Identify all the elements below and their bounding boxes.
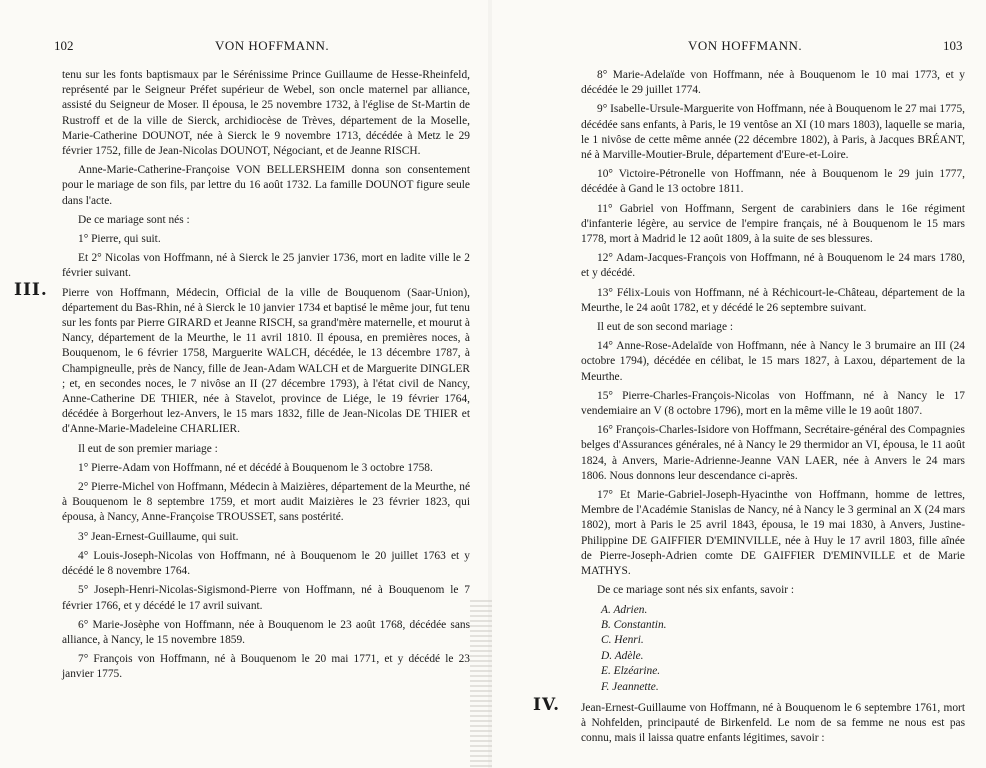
paragraph: Il eut de son second mariage : <box>597 321 734 334</box>
paragraph: 8° Marie-Adelaïde von Hoffmann, née à Bouquenom le 10 mai 1773, et y décédée le 29 juillet 1774. <box>581 69 965 97</box>
paragraph: Jean-Ernest-Guillaume von Hoffmann, né à Bouquenom le 6 septembre 1761, mort à Nohfelden, principauté de Birkenfeld. Le nom de sa femme ne nous est pas connu, mais il laissa quatre enfants légitimes, savoir : <box>581 701 965 745</box>
paragraph: 6° Marie-Josèphe von Hoffmann, née à Bouquenom le 23 août 1768, décédée sans alliance, à Nancy, le 15 novembre 1859. <box>62 618 470 646</box>
gutter-shadow <box>470 600 492 768</box>
paragraph: 11° Gabriel von Hoffmann, Sergent de carabiniers dans le 16e régiment d'infanterie légère, au service de l'empire français, né à Bouquenom le 15 mars 1778, mort à Madrid le 12 août 1809, à la suite de ses blessures. <box>581 202 965 246</box>
paragraph: 3° Jean-Ernest-Guillaume, qui suit. <box>78 530 239 543</box>
paragraph: 12° Adam-Jacques-François von Hoffmann, né à Bouquenom le 24 mars 1780, et y décédé. <box>581 252 965 280</box>
paragraph: 16° François-Charles-Isidore von Hoffmann, Secrétaire-général des Compagnies belges d'Assurances générales, né à Nancy le 29 thermidor an VI, épousa, le 11 août 1824, à Anvers, Marie-Adrienne-Jeanne VAN LAER, née à Anvers le 24 mars 1806. Nous donnons leur descendance ci-après. <box>581 424 965 482</box>
paragraph: 17° Et Marie-Gabriel-Joseph-Hyacinthe von Hoffmann, homme de lettres, Membre de l'Académie Stanislas de Nancy, né à Nancy le 3 germinal an X (24 mars 1802), mort à Paris le 25 avril 1843, épousa, le 19 mai 1830, à Anvers, Justine-Philippine DE GAIFFIER D'EMINVILLE, née à Huy le 17 avril 1803, fille aînée de Pierre-Joseph-Adrien comte DE GAIFFIER D'EMINVILLE et de Marie MATHYS. <box>581 489 965 578</box>
paragraph: 1° Pierre, qui suit. <box>78 233 161 246</box>
page-number: 102 <box>54 38 74 53</box>
paragraph: 15° Pierre-Charles-François-Nicolas von Hoffmann, né à Nancy le 17 vendemiaire an V (8 octobre 1796), mort en la même ville le 19 août 1807. <box>581 389 965 418</box>
page-number: 103 <box>943 38 963 53</box>
paragraph: 2° Pierre-Michel von Hoffmann, Médecin à Maizières, département de la Meurthe, né à Bouquenom le 8 septembre 1759, et mort audit Maizières le 23 février 1823, qui épousa, à Nancy, Anne-Françoise TROUSSET, sans postérité. <box>62 481 470 524</box>
paragraph: tenu sur les fonts baptismaux par le Sérénissime Prince Guillaume de Hesse-Rheinfeld, représenté par le Seigneur Préfet supérieur de Webel, son oncle maternel par alliance, assisté du Seigneur de Moser. Il épousa, le 25 novembre 1732, à l'église de St-Martin de Rustroff et de la ville de Sierck, archidiocèse de Trèves, département de la Moselle, Marie-Catherine DOUNOT, née à Sierck le 9 novembre 1713, décédée à Metz le 29 février 1752, fille de Jean-Nicolas DOUNOT, Négociant, et de Jeanne RISCH. <box>62 69 470 158</box>
paragraph: 7° François von Hoffmann, né à Bouquenom le 20 mai 1771, et y décédé le 23 janvier 1775. <box>62 653 470 681</box>
list-item: B. Constantin. <box>601 618 667 631</box>
paragraph: Anne-Marie-Catherine-Françoise VON BELLERSHEIM donna son consentement pour le mariage de son fils, par lettre du 16 août 1732. La famille DOUNOT figure seule dans l'acte. <box>62 164 470 207</box>
paragraph: 4° Louis-Joseph-Nicolas von Hoffmann, né à Bouquenom le 20 juillet 1763 et y décédé le 8 novembre 1764. <box>62 549 470 578</box>
running-header: VON HOFFMANN. <box>688 38 803 53</box>
paragraph: 1° Pierre-Adam von Hoffmann, né et décédé à Bouquenom le 3 octobre 1758. <box>78 461 433 474</box>
paragraph: Pierre von Hoffmann, Médecin, Official de la ville de Bouquenom (Saar-Union), département du Bas-Rhin, né à Sierck le 10 janvier 1734 et baptisé le même jour, fut tenu sur les fonts par Pierre GIRARD et Jeanne RISCH, sa grand'mère maternelle, et mourut à Nancy, département de la Meurthe, le 11 avril 1810. Il épousa, en premières noces, à Bouquenom, le 6 février 1758, Marguerite WALCH, décédée, le 13 décembre 1787, à Champigneulle, près de Nancy, fille de Jean-Adam WALCH et de Marguerite DINGLER ; et, en secondes noces, le 7 nivôse an II (27 décembre 1793), à l'état civil de Nancy, Anne-Catherine DE THIER, née à Stavelot, province de Liége, le 19 février 1764, décédée à Borgerhout lez-Anvers, le 15 mars 1832, fille de Jean-Nicolas DE THIER et d'Anne-Marie-Madeleine CHARLIER. <box>62 286 470 436</box>
paragraph: Et 2° Nicolas von Hoffmann, né à Sierck le 25 janvier 1736, mort en ladite ville le 2 février suivant. <box>62 252 470 280</box>
section-numeral: IV. <box>533 694 561 715</box>
paragraph: 13° Félix-Louis von Hoffmann, né à Réchicourt-le-Château, département de la Meurthe, le 24 août 1782, et y décédé le 26 septembre suivant. <box>581 286 965 314</box>
children-list <box>601 603 965 695</box>
list-item: E. Elzéarine. <box>601 665 661 678</box>
list-item: C. Henri. <box>601 634 644 647</box>
section-iv <box>533 694 965 747</box>
page-body <box>533 68 965 751</box>
paragraph: De ce mariage sont nés six enfants, savoir : <box>597 584 795 597</box>
page-body <box>14 68 470 687</box>
paragraph: 14° Anne-Rose-Adelaïde von Hoffmann, née à Nancy le 3 brumaire an III (24 octobre 1794), décédée en célibat, le 15 mars 1827, à Laxou, département de la Meurthe. <box>581 340 965 383</box>
paragraph: 5° Joseph-Henri-Nicolas-Sigismond-Pierre von Hoffmann, né à Bouquenom le 7 février 1766, et y décédé le 17 avril suivant. <box>62 584 470 612</box>
paragraph: Il eut de son premier mariage : <box>78 442 218 455</box>
paragraph: De ce mariage sont nés : <box>78 213 190 226</box>
right-page <box>492 0 986 768</box>
paragraph: 10° Victoire-Pétronelle von Hoffmann, née à Bouquenom le 29 juin 1777, décédée à Gand le 13 octobre 1811. <box>581 168 965 196</box>
section-numeral: III. <box>14 279 48 300</box>
list-item: F. Jeannette. <box>601 680 659 693</box>
running-header: VON HOFFMANN. <box>215 38 330 53</box>
left-page <box>0 0 488 768</box>
list-item: A. Adrien. <box>601 603 648 616</box>
section-iii <box>14 279 470 438</box>
list-item: D. Adèle. <box>601 649 644 662</box>
paragraph: 9° Isabelle-Ursule-Marguerite von Hoffmann, née à Bouquenom le 27 mai 1775, décédée sans enfants, à Paris, le 19 ventôse an XI (10 mars 1803), laquelle se maria, le 1 nivôse de cette même année (22 décembre 1802), à Paris, à Jacques BRÉANT, né à Marville-Moutier-Brule, département d'Eure-et-Loire. <box>581 103 965 162</box>
